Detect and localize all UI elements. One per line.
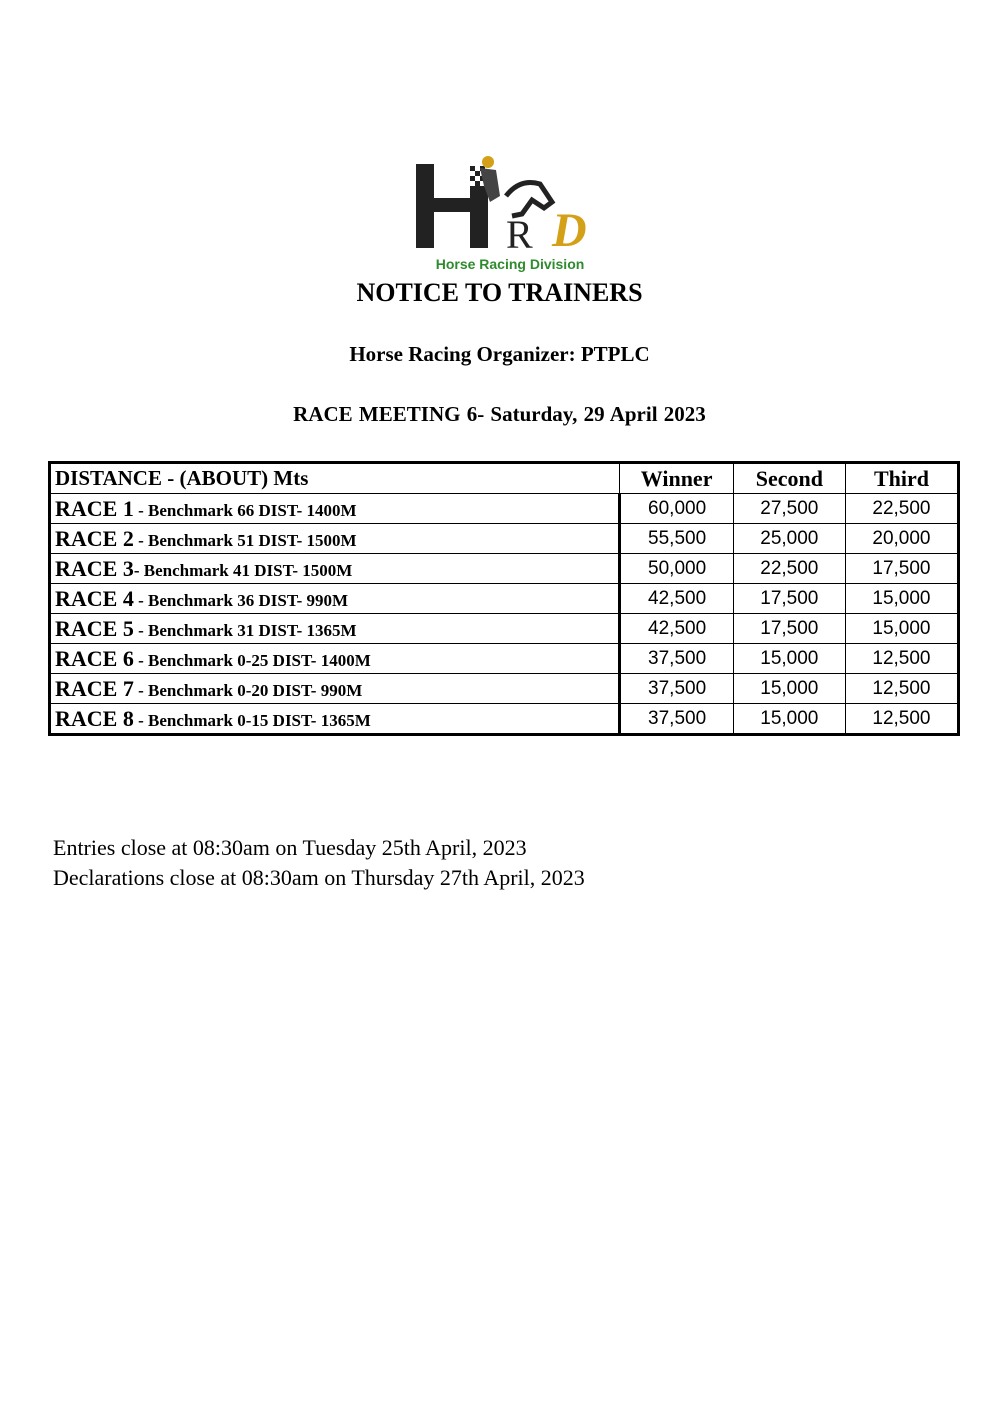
race-description: - Benchmark 66 DIST- 1400M [133,500,357,520]
race-description: - Benchmark 0-25 DIST- 1400M [133,650,371,670]
header-winner: Winner [620,463,733,494]
table-row [50,644,959,674]
race-prize-table [48,461,960,736]
table-row [50,494,959,524]
race-description: - Benchmark 31 DIST- 1365M [133,620,357,640]
closing-notes [53,833,585,893]
third-prize: 12,500 [845,704,958,735]
hrd-logo-graphic [410,156,610,256]
race-number: RACE 3 [55,555,134,581]
race-description: - Benchmark 0-20 DIST- 990M [133,680,363,700]
race-number: RACE 1 [55,495,134,521]
second-prize: 22,500 [733,554,845,584]
second-prize: 17,500 [733,584,845,614]
table-row [50,614,959,644]
table-header-row [50,463,959,494]
race-description: - Benchmark 51 DIST- 1500M [133,530,357,550]
winner-prize: 50,000 [620,554,733,584]
entries-close-text: Entries close at 08:30am on Tuesday 25th April, 2023 [53,835,527,860]
second-prize: 15,000 [733,644,845,674]
winner-prize: 60,000 [620,494,733,524]
race-cell [50,674,620,704]
race-description: - Benchmark 41 DIST- 1500M [133,560,353,580]
race-description: - Benchmark 0-15 DIST- 1365M [133,710,371,730]
declarations-close-text: Declarations close at 08:30am on Thursday 27th April, 2023 [53,865,585,890]
winner-prize: 42,500 [620,614,733,644]
race-cell [50,554,620,584]
race-number: RACE 5 [55,615,134,641]
winner-prize: 37,500 [620,644,733,674]
meeting-line: RACE MEETING 6- Saturday, 29 April 2023 [293,402,706,426]
race-number: RACE 2 [55,525,134,551]
header-second: Second [733,463,845,494]
race-description: - Benchmark 36 DIST- 990M [133,590,349,610]
organizer-line: Horse Racing Organizer: PTPLC [349,342,650,366]
race-cell [50,494,620,524]
svg-text:R: R [506,212,533,256]
second-prize: 17,500 [733,614,845,644]
winner-prize: 55,500 [620,524,733,554]
second-prize: 15,000 [733,674,845,704]
race-cell [50,704,620,735]
second-prize: 27,500 [733,494,845,524]
winner-prize: 37,500 [620,674,733,704]
second-prize: 25,000 [733,524,845,554]
svg-text:D: D [552,204,587,256]
table-row [50,554,959,584]
race-cell [50,584,620,614]
third-prize: 12,500 [845,674,958,704]
third-prize: 12,500 [845,644,958,674]
race-number: RACE 6 [55,645,134,671]
winner-prize: 42,500 [620,584,733,614]
race-cell [50,614,620,644]
table-row [50,524,959,554]
third-prize: 15,000 [845,584,958,614]
third-prize: 22,500 [845,494,958,524]
page-title: NOTICE TO TRAINERS [356,278,643,307]
race-number: RACE 4 [55,585,134,611]
third-prize: 17,500 [845,554,958,584]
table-row [50,584,959,614]
second-prize: 15,000 [733,704,845,735]
table-row [50,674,959,704]
third-prize: 15,000 [845,614,958,644]
header-third: Third [845,463,958,494]
table-row [50,704,959,735]
header-distance: DISTANCE - (ABOUT) Mts [50,463,620,494]
third-prize: 20,000 [845,524,958,554]
race-cell [50,644,620,674]
winner-prize: 37,500 [620,704,733,735]
logo-caption: Horse Racing Division [435,256,585,272]
race-number: RACE 8 [55,705,134,731]
race-cell [50,524,620,554]
race-number: RACE 7 [55,675,134,701]
